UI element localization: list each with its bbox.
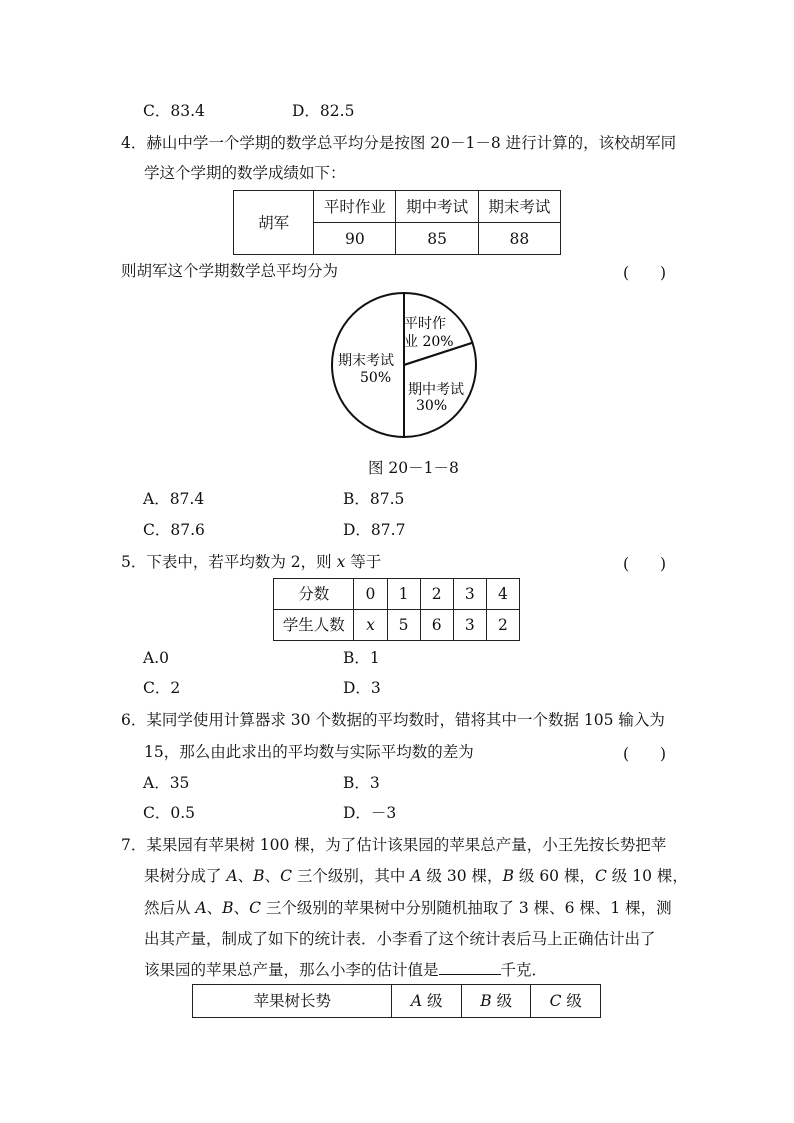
q7-stem-line5 [144,960,547,980]
q5-count-4: 2 [486,610,519,641]
q7-header-a [392,985,462,1018]
q7-var-c3: C [249,899,261,917]
q4-score-table [233,190,561,255]
q7-l2c: 级 30 棵， [426,867,503,885]
q4-value-midterm: 85 [396,223,478,255]
q7-var-a2: A [410,867,422,885]
q7-var-c: C [280,867,292,885]
q5-option-a: A.0 [143,649,169,667]
q7-th-suffix-a: 级 [426,992,443,1010]
q6-option-a: A．35 [143,774,190,792]
q6-answer-paren: ( ) [623,745,667,763]
q5-option-d: D．3 [343,679,381,697]
q4-value-homework: 90 [314,223,396,255]
q7-sep4: 、 [233,899,250,917]
q4-option-c: C．87.6 [143,521,205,539]
q7-l2a: 果树分成了 [144,867,222,885]
q7-answer-blank[interactable] [439,960,501,975]
q7-table [192,984,601,1018]
q7-th-suffix-c: 级 [566,992,582,1010]
q7-header-b [461,985,531,1018]
q4-header-midterm: 期中考试 [396,191,478,223]
q4-option-a: A．87.4 [143,490,205,508]
q7-sep3: 、 [206,899,223,917]
q5-count-2: 6 [420,610,453,641]
q5-score-0: 0 [354,579,387,610]
q3-option-d: D．82.5 [292,102,355,120]
q7-header-c [531,985,601,1018]
q6-option-c: C．0.5 [143,804,196,822]
pie-label-final-2: 50% [360,370,392,386]
q7-th-var-c: C [549,992,562,1010]
q7-l5b: 千克． [500,961,548,979]
q7-l2d: 级 60 棵， [518,867,595,885]
pie-label-homework-1: 平时作 [404,316,446,332]
q5-answer-paren: ( ) [623,555,667,573]
pie-label-midterm-1: 期中考试 [408,382,464,398]
q5-var-x: x [336,553,346,571]
q7-sep1: 、 [237,867,254,885]
q7-stem-line3 [144,898,672,918]
q7-var-a: A [226,867,238,885]
q4-option-d: D．87.7 [343,521,406,539]
q7-var-b2: B [502,867,514,885]
q4-option-b: B．87.5 [343,490,405,508]
q4-header-homework: 平时作业 [314,191,396,223]
q7-var-c2: C [594,867,607,885]
q5-score-1: 1 [387,579,420,610]
q7-var-b3: B [222,899,234,917]
pie-label-final-1: 期末考试 [338,353,394,369]
q4-value-final: 88 [478,223,560,255]
q4-answer-paren: ( ) [623,264,667,282]
q4-stem-line1: 4．赫山中学一个学期的数学总平均分是按图 20－1－8 进行计算的，该校胡军同 [121,134,677,152]
pie-caption: 图 20－1－8 [368,459,459,477]
q5-stem [121,552,381,572]
q6-stem-line2: 15，那么由此求出的平均数与实际平均数的差为 [144,743,474,761]
pie-label-midterm-2: 30% [416,398,448,414]
q5-score-4: 4 [486,579,519,610]
q4-header-final: 期末考试 [478,191,560,223]
q5-stem-prefix: 5．下表中，若平均数为 2，则 [121,553,332,571]
q7-stem-line1: 7．某果园有苹果树 100 棵，为了估计该果园的苹果总产量，小王先按长势把苹 [121,836,667,854]
q7-sep2: 、 [264,867,281,885]
q5-table [273,578,520,641]
q7-l3a: 然后从 [144,899,191,917]
q5-score-2: 2 [420,579,453,610]
q5-option-c: C．2 [143,679,181,697]
q7-th-var-b: B [480,992,492,1010]
q5-score-3: 3 [453,579,486,610]
q6-stem-line1: 6．某同学使用计算器求 30 个数据的平均数时，错将其中一个数据 105 输入为 [121,711,665,729]
q7-l2b: 三个级别，其中 [296,867,406,885]
q7-stem-line4: 出其产量，制成了如下的统计表．小李看了这个统计表后马上正确估计出了 [144,930,656,948]
q3-option-c: C．83.4 [143,102,205,120]
q5-count-0: x [354,610,387,641]
q5-row1-label: 分数 [274,579,354,610]
q7-l3b: 三个级别的苹果树中分别随机抽取了 3 棵、6 棵、1 棵，测 [265,899,672,917]
q6-option-d: D．－3 [343,804,397,822]
pie-label-homework-2: 业 20% [404,334,454,350]
q5-stem-suffix: 等于 [350,553,382,571]
q7-var-a3: A [195,899,207,917]
q5-count-1: 5 [387,610,420,641]
q5-count-3: 3 [453,610,486,641]
q7-stem-line2 [144,866,688,886]
q4-stem-line2: 学这个学期的数学成绩如下： [144,164,346,182]
q7-var-b: B [253,867,265,885]
q4-student-name: 胡军 [234,191,314,255]
q4-question: 则胡军这个学期数学总平均分为 [121,262,339,280]
q5-option-b: B．1 [343,649,380,667]
q7-header-growth: 苹果树长势 [193,985,392,1018]
q6-option-b: B．3 [343,774,380,792]
q4-pie-chart [330,288,480,442]
q7-l2e: 级 10 棵， [611,867,688,885]
q7-l5a: 该果园的苹果总产量，那么小李的估计值是 [144,961,439,979]
q7-th-suffix-b: 级 [496,992,513,1010]
q7-th-var-a: A [410,992,423,1010]
q5-row2-label: 学生人数 [274,610,354,641]
